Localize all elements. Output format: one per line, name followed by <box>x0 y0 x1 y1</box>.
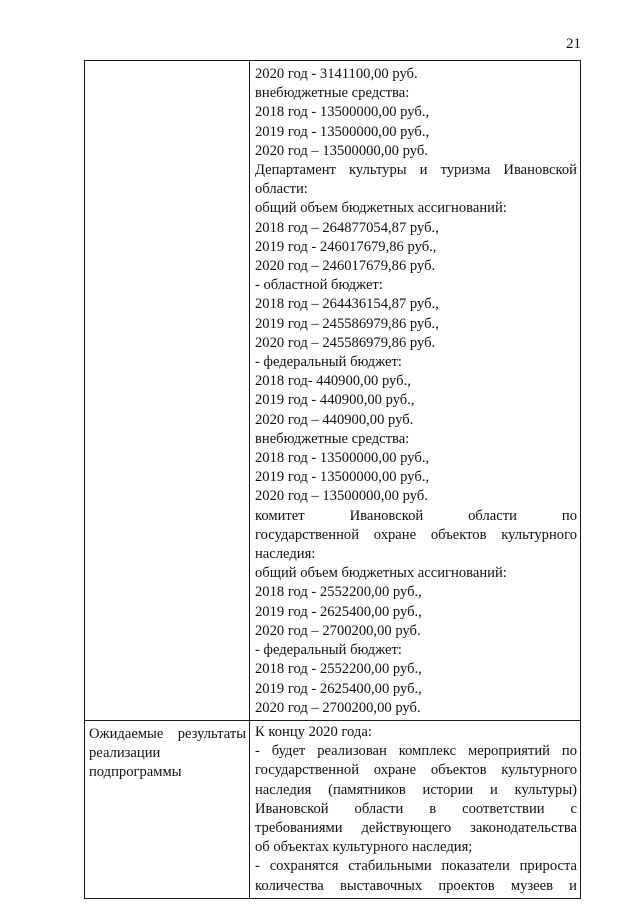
table-row-funding <box>85 61 581 721</box>
text-line: наследия: <box>255 546 316 563</box>
text-line: государственной охране объектов культурного <box>255 762 577 779</box>
text-line: 2019 год – 245586979,86 руб., <box>255 315 439 332</box>
page-number: 21 <box>566 36 581 52</box>
text-line: наследия (памятников истории и культуры) <box>255 781 577 798</box>
text-line: 2020 год – 13500000,00 руб. <box>255 488 428 505</box>
text-line: Ивановской области в соответствии с <box>255 800 577 817</box>
text-line: 2018 год - 2552200,00 руб., <box>255 584 422 601</box>
table-row-expected-results <box>85 720 581 898</box>
text-line: 2019 год - 246017679,86 руб., <box>255 238 437 255</box>
text-line: 2019 год - 13500000,00 руб., <box>255 123 430 140</box>
expected-results-label <box>85 721 249 785</box>
text-line: - сохранятся стабильными показатели прироста <box>255 858 577 875</box>
text-line: общий объем бюджетных ассигнований: <box>255 200 507 217</box>
text-line: 2020 год – 2700200,00 руб. <box>255 622 421 639</box>
expected-results-label-cell <box>85 720 250 898</box>
expected-results-cell <box>250 720 581 898</box>
text-line: количества выставочных проектов музеев и <box>255 877 577 894</box>
text-line: 2018 год - 13500000,00 руб., <box>255 450 430 467</box>
text-line: - будет реализован комплекс мероприятий по <box>255 743 577 760</box>
text-line: государственной охране объектов культурного <box>255 526 577 543</box>
expected-results-text <box>250 721 580 898</box>
text-line: - федеральный бюджет: <box>255 642 402 659</box>
text-line: внебюджетные средства: <box>255 430 410 447</box>
funding-label-cell <box>85 61 250 721</box>
funding-details-cell <box>250 61 581 721</box>
text-line: 2018 год- 440900,00 руб., <box>255 373 411 390</box>
text-line: области: <box>255 181 308 198</box>
text-line: 2020 год – 440900,00 руб. <box>255 411 414 428</box>
text-line: внебюджетные средства: <box>255 85 410 102</box>
text-line: Ожидаемые результаты <box>89 725 246 742</box>
funding-label <box>85 61 249 67</box>
text-line: комитет Ивановской области по <box>255 507 577 524</box>
text-line: 2018 год - 2552200,00 руб., <box>255 661 422 678</box>
text-line: 2018 год - 13500000,00 руб., <box>255 104 430 121</box>
text-line: Департамент культуры и туризма Ивановской <box>255 162 577 179</box>
funding-details <box>250 61 580 720</box>
text-line: 2018 год – 264877054,87 руб., <box>255 219 439 236</box>
text-line: 2019 год - 13500000,00 руб., <box>255 469 430 486</box>
text-line: 2018 год – 264436154,87 руб., <box>255 296 439 313</box>
text-line: об объектах культурного наследия; <box>255 839 473 856</box>
text-line: 2020 год – 2700200,00 руб. <box>255 699 421 716</box>
text-line: требованиями действующего законодательства <box>255 819 577 836</box>
text-line: общий объем бюджетных ассигнований: <box>255 565 507 582</box>
program-table <box>84 60 581 899</box>
text-line: 2020 год – 246017679,86 руб. <box>255 258 436 275</box>
text-line: 2020 год – 245586979,86 руб. <box>255 334 436 351</box>
text-line: 2019 год - 440900,00 руб., <box>255 392 415 409</box>
text-line: - федеральный бюджет: <box>255 354 402 371</box>
text-line: реализации <box>89 745 161 762</box>
text-line: подпрограммы <box>89 764 182 781</box>
text-line: 2020 год – 13500000,00 руб. <box>255 142 428 159</box>
text-line: 2019 год - 2625400,00 руб., <box>255 680 422 697</box>
text-line: 2019 год - 2625400,00 руб., <box>255 603 422 620</box>
text-line: - областной бюджет: <box>255 277 383 294</box>
text-line: 2020 год - 3141100,00 руб. <box>255 66 418 82</box>
text-line: К концу 2020 года: <box>255 723 372 740</box>
